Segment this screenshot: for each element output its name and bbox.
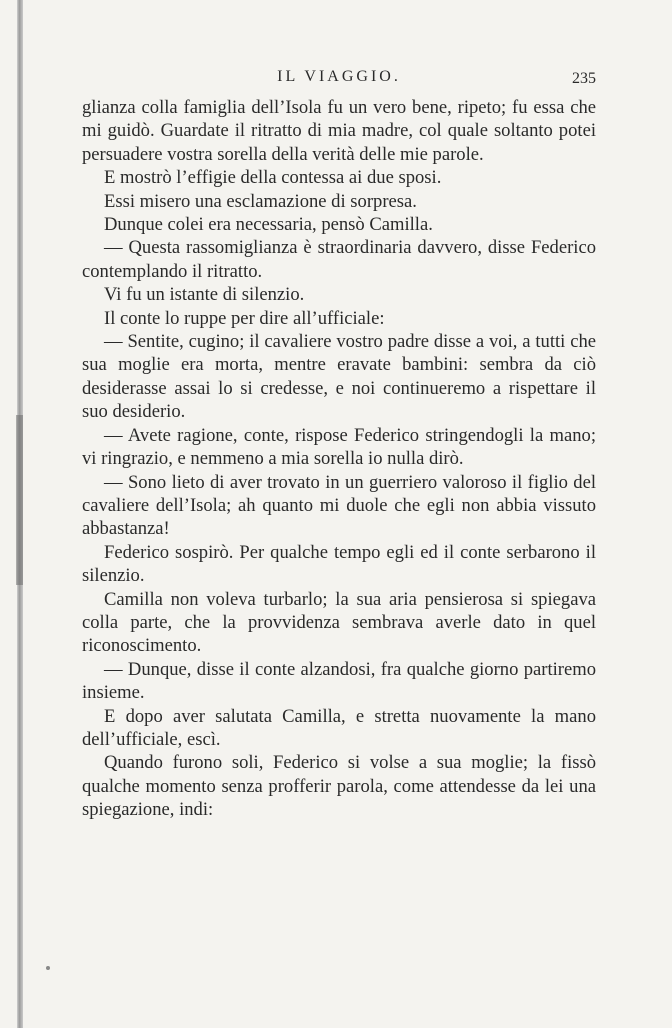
ink-speck: [46, 966, 50, 970]
body-text: [82, 96, 596, 822]
page-number: 235: [572, 70, 596, 87]
paragraph: glianza colla famiglia dell’Isola fu un vero bene, ripeto; fu essa che mi guidò. Guardate il ritratto di mia madre, col quale soltanto potei persuadere vostra sorella della verità delle mie parole.: [82, 97, 596, 165]
paragraph: — Avete ragione, conte, rispose Federico stringendogli la mano; vi ringrazio, e nemmeno a mia sorella io nulla dirò.: [82, 424, 596, 470]
paragraph: Essi misero una esclamazione di sorpresa.: [104, 190, 417, 212]
paragraph: Vi fu un istante di silenzio.: [104, 284, 305, 306]
running-title: IL VIAGGIO.: [277, 68, 401, 85]
paragraph: E mostrò l’effigie della contessa ai due sposi.: [104, 167, 442, 189]
paragraph: Il conte lo ruppe per dire all’ufficiale:: [104, 307, 385, 329]
paragraph: — Dunque, disse il conte alzandosi, fra qualche giorno partiremo insieme.: [82, 658, 596, 704]
paragraph: Federico sospirò. Per qualche tempo egli ed il conte serbarono il silenzio.: [82, 541, 596, 587]
binding-mark: [16, 415, 23, 585]
page-header: [82, 66, 596, 90]
paragraph: Camilla non voleva turbarlo; la sua aria pensierosa si spiegava colla parte, che la provvidenza sembrava averle dato in quel riconoscimento.: [82, 588, 596, 657]
paragraph: Dunque colei era necessaria, pensò Camilla.: [104, 214, 433, 236]
paragraph: — Sentite, cugino; il cavaliere vostro padre disse a voi, a tutti che sua moglie era morta, mentre eravate bambini: sembra da ciò desiderasse assai lo si credesse, e noi continueremo a rispettare il suo desiderio.: [82, 331, 596, 423]
paragraph: — Questa rassomiglianza è straordinaria davvero, disse Federico contemplando il ritratto.: [82, 237, 596, 282]
paragraph: — Sono lieto di aver trovato in un guerriero valoroso il figlio del cavaliere dell’Isola; ah quanto mi duole che egli non abbia vissuto abbastanza!: [82, 471, 596, 540]
paragraph: Quando furono soli, Federico si volse a sua moglie; la fissò qualche momento senza profferir parola, come attendesse da lei una spiegazione, indi:: [82, 752, 596, 821]
paragraph: E dopo aver salutata Camilla, e stretta nuovamente la mano dell’ufficiale, escì.: [82, 705, 596, 750]
